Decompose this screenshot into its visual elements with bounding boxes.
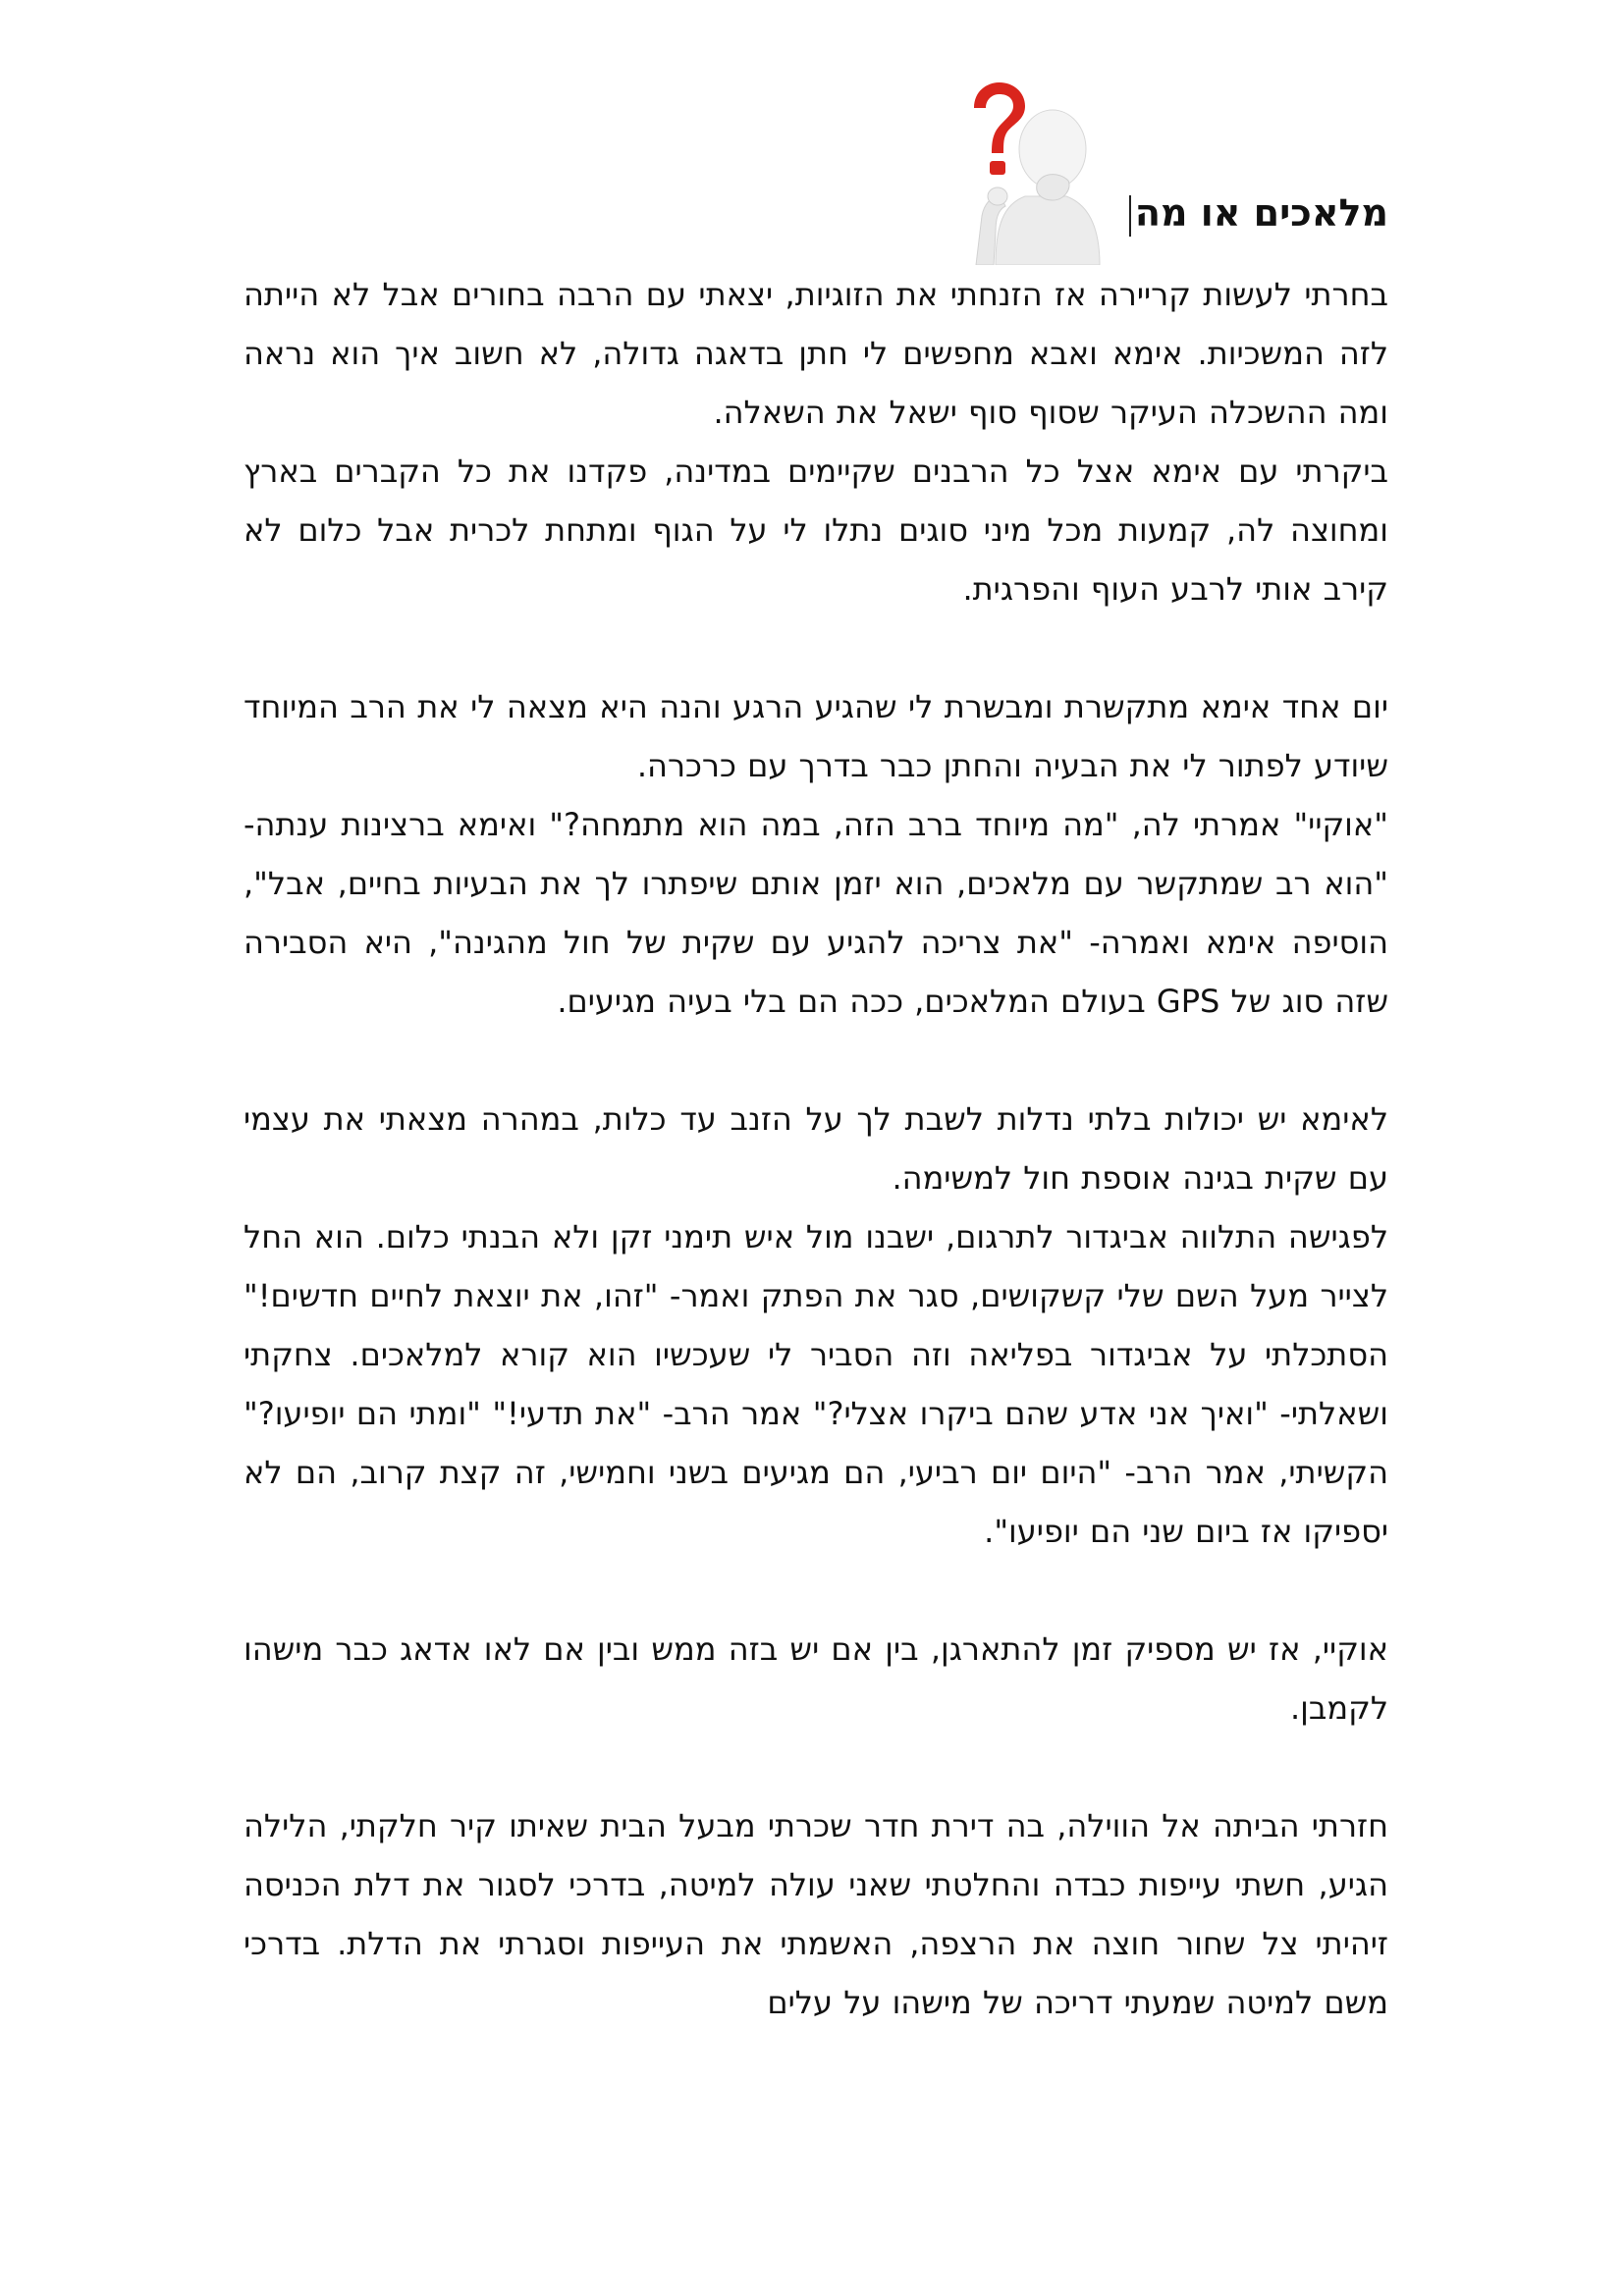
document-body — [244, 265, 1388, 2032]
paragraph: לאימא יש יכולות בלתי נדלות לשבת לך על הזנב עד כלות, במהרה מצאתי את עצמי עם שקית בגינה אוספת חול למשימה. — [244, 1100, 1388, 1197]
document-page — [244, 79, 1388, 2032]
paragraph: אוקיי, אז יש מספיק זמן להתארגן, בין אם יש בזה ממש ובין אם לאו אדאג כבר מישהו לקמבן. — [244, 1630, 1388, 1727]
paragraph: בחרתי לעשות קריירה אז הזנחתי את הזוגיות, יצאתי עם הרבה בחורים אבל לא הייתה לזה המשכיות. אימא ואבא מחפשים לי חתן בדאגה גדולה, לא חשוב איך הוא נראה ומה ההשכלה העיקר שסוף סוף ישאל את השאלה. — [244, 276, 1388, 431]
paragraph: לפגישה התלווה אביגדור לתרגום, ישבנו מול איש תימני זקן ולא הבנתי כלום. הוא החל לצייר מעל השם שלי קשקושים, סגר את הפתק ואמר- "זהו, את יוצאת לחיים חדשים!" הסתכלתי על אביגדור בפליאה וזה הסביר לי שעכשיו הוא קורא למלאכים. צחקתי ושאלתי- "ואיך אני אדע שהם ביקרו אצלי?" אמר הרב- "את תדעי!" "ומתי הם יופיעו?" הקשיתי, אמר הרב- "היום יום רביעי, הם מגיעים בשני וחמישי, זה קצת קרוב, הם לא יספיקו אז ביום שני הם יופיעו". — [244, 1218, 1388, 1550]
thinking-person-question-mark-icon — [956, 79, 1104, 265]
paragraph: "אוקיי" אמרתי לה, "מה מיוחד ברב הזה, במה הוא מתמחה?" ואימא ברצינות ענתה- "הוא רב שמתקשר עם מלאכים, הוא יזמן אותם שיפתרו לך את הבעיות בחיים, אבל", הוסיפה אימא ואמרה- "את צריכה להגיע עם שקית של חול מהגינה", היא הסבירה שזה סוג של GPS בעולם המלאכים, ככה הם בלי בעיה מגיעים. — [244, 806, 1388, 1020]
title-text: מלאכים או מה — [1134, 191, 1388, 235]
document-header — [244, 79, 1388, 265]
paragraph: ביקרתי עם אימא אצל כל הרבנים שקיימים במדינה, פקדנו את כל הקברים בארץ ומחוצה לה, קמעות מכל מיני סוגים נתלו לי על הגוף ומתחת לכרית אבל כלום לא קירב אותי לרבע העוף והפרגית. — [244, 453, 1388, 608]
paragraph: חזרתי הביתה אל הווילה, בה דירת חדר שכרתי מבעל הבית שאיתו קיר חלקתי, הלילה הגיע, חשתי עייפות כבדה והחלטתי שאני עולה למיטה, בדרכי לסגור את דלת הכניסה זיהיתי צל שחור חוצה את הרצפה, האשמתי את העייפות וסגרתי את הדלת. בדרכי משם למיטה שמעתי דריכה של מישהו על עלים — [244, 1807, 1388, 2021]
paragraph: יום אחד אימא מתקשרת ומבשרת לי שהגיע הרגע והנה היא מצאה לי את הרב המיוחד שיודע לפתור לי את הבעיה והחתן כבר בדרך עם כרכרה. — [244, 688, 1388, 784]
text-cursor — [1129, 195, 1131, 237]
document-title — [1129, 188, 1388, 238]
